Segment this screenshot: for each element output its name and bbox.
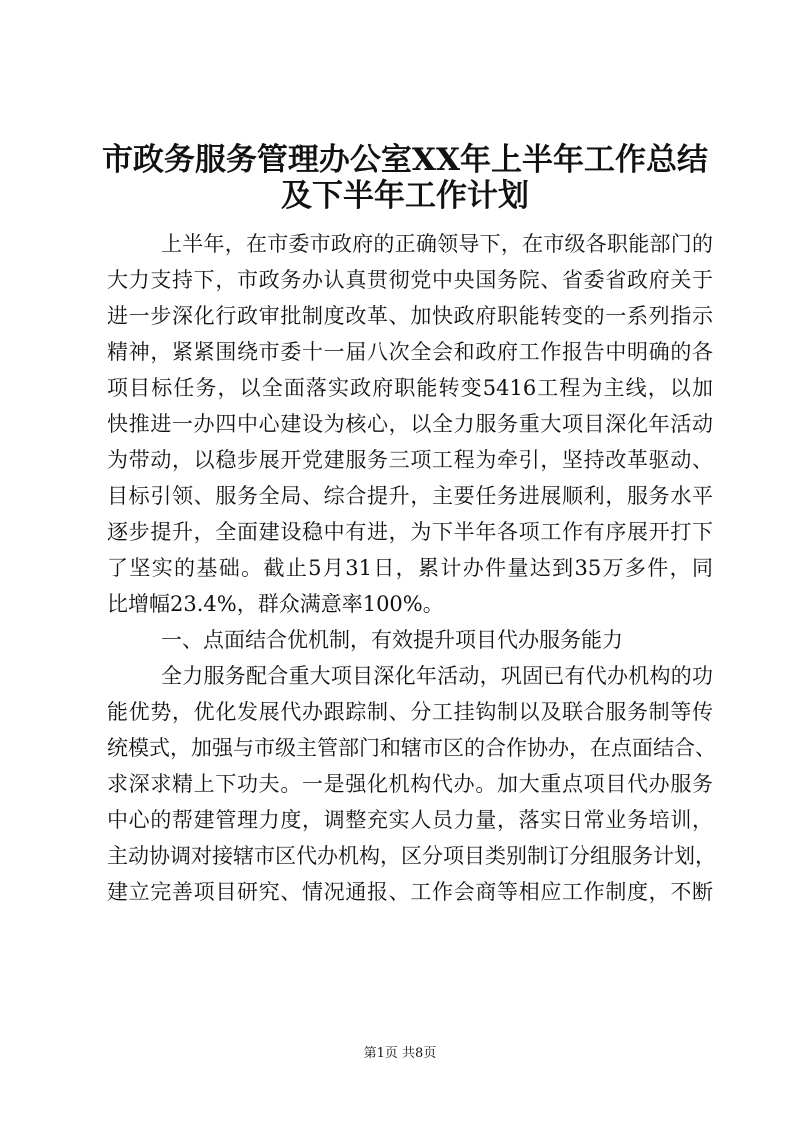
paragraph-line: 进一步深化行政审批制度改革、加快政府职能转变的一系列指示 xyxy=(107,304,713,328)
paragraph-line: 逐步提升，全面建设稳中有进，为下半年各项工作有序展开打下 xyxy=(107,520,713,544)
document-title-line-1: 市政务服务管理办公室XX年上半年工作总结 xyxy=(101,142,709,178)
page-number: 第1页 共8页 xyxy=(363,1046,437,1061)
paragraph-line: 比增幅23.4%，群众满意率100%。 xyxy=(107,592,444,616)
paragraph-line: 中心的帮建管理力度，调整充实人员力量，落实日常业务培训， xyxy=(107,808,713,832)
paragraph-line: 求深求精上下功夫。一是强化机构代办。加大重点项目代办服务 xyxy=(107,772,713,796)
document-title-line-2: 及下半年工作计划 xyxy=(281,178,529,214)
paragraph-line: 全力服务配合重大项目深化年活动，巩固已有代办机构的功 xyxy=(161,664,713,688)
paragraph-line: 快推进一办四中心建设为核心，以全力服务重大项目深化年活动 xyxy=(107,412,713,436)
paragraph-line: 精神，紧紧围绕市委十一届八次全会和政府工作报告中明确的各 xyxy=(107,340,713,364)
paragraph-line: 统模式，加强与市级主管部门和辖市区的合作协办，在点面结合、 xyxy=(107,736,716,760)
paragraph-line: 主动协调对接辖市区代办机构，区分项目类别制订分组服务计划， xyxy=(107,844,716,868)
paragraph-line: 项目标任务，以全面落实政府职能转变5416工程为主线，以加 xyxy=(107,376,713,400)
paragraph-line: 为带动，以稳步展开党建服务三项工程为牵引，坚持改革驱动、 xyxy=(107,448,713,472)
section-heading: 一、点面结合优机制，有效提升项目代办服务能力 xyxy=(161,628,623,652)
paragraph-line: 大力支持下，市政务办认真贯彻党中央国务院、省委省政府关于 xyxy=(107,268,713,292)
paragraph-line: 能优势，优化发展代办跟踪制、分工挂钩制以及联合服务制等传 xyxy=(107,700,713,724)
paragraph-line: 目标引领、服务全局、综合提升，主要任务进展顺利，服务水平 xyxy=(107,484,713,508)
paragraph-line: 了坚实的基础。截止5月31日，累计办件量达到35万多件，同 xyxy=(107,556,713,580)
paragraph-line: 建立完善项目研究、情况通报、工作会商等相应工作制度，不断 xyxy=(107,880,713,904)
paragraph-line: 上半年，在市委市政府的正确领导下，在市级各职能部门的 xyxy=(161,232,713,256)
